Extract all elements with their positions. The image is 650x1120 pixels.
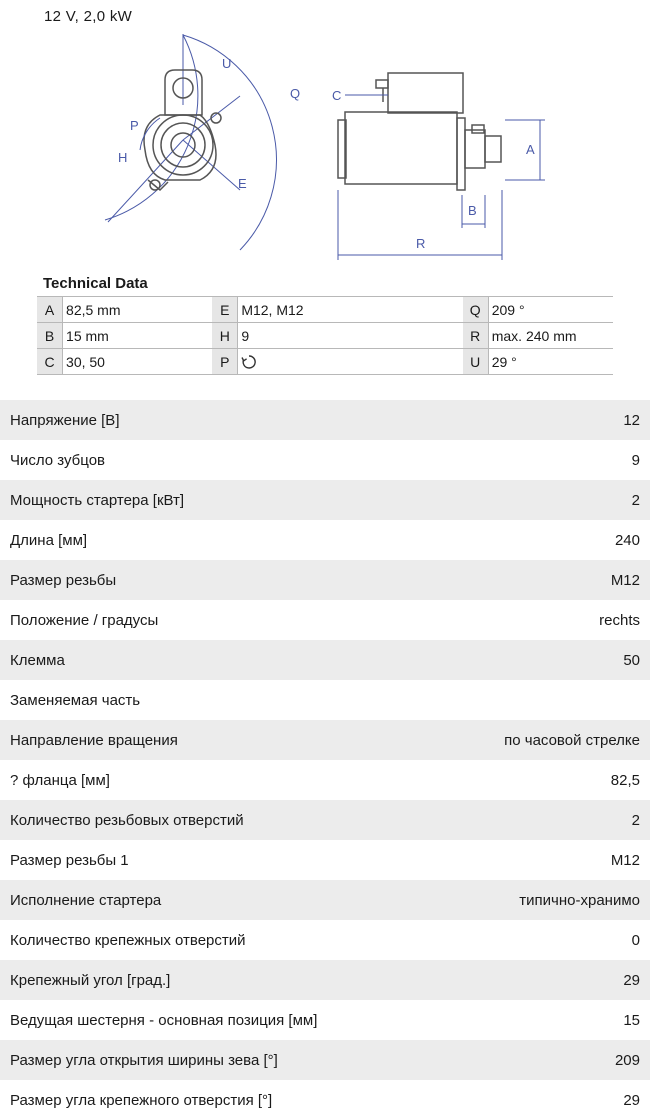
technical-data-row [37, 349, 613, 375]
tech-key: E [212, 297, 238, 323]
dim-label-e: E [238, 176, 247, 191]
spec-label: Клемма [10, 651, 65, 669]
spec-row [0, 560, 650, 600]
spec-row [0, 680, 650, 720]
spec-label: Длина [мм] [10, 531, 88, 549]
technical-data-row [37, 323, 613, 349]
spec-row [0, 720, 650, 760]
spec-row [0, 760, 650, 800]
spec-value: 29 [623, 971, 640, 989]
tech-key: U [463, 349, 489, 375]
tech-key: Q [463, 297, 489, 323]
spec-row [0, 960, 650, 1000]
dim-label-p: P [130, 118, 139, 133]
spec-label: Положение / градусы [10, 611, 159, 629]
spec-row [0, 640, 650, 680]
spec-row [0, 440, 650, 480]
spec-row [0, 600, 650, 640]
tech-key: C [37, 349, 63, 375]
spec-value: 0 [631, 931, 640, 949]
tech-value: 9 [238, 323, 463, 349]
spec-label: Мощность стартера [кВт] [10, 491, 185, 509]
tech-key: A [37, 297, 63, 323]
spec-label: Исполнение стартера [10, 891, 162, 909]
spec-value: по часовой стрелке [504, 731, 640, 749]
tech-key: R [463, 323, 489, 349]
spec-value: 9 [631, 451, 640, 469]
side-view [338, 73, 501, 190]
spec-label: Размер резьбы 1 [10, 851, 129, 869]
spec-label: Размер резьбы [10, 571, 117, 589]
spec-label: Количество резьбовых отверстий [10, 811, 244, 829]
spec-value: 2 [631, 811, 640, 829]
spec-value: 29 [623, 1091, 640, 1109]
spec-label: ? фланца [мм] [10, 771, 110, 789]
spec-value: 82,5 [610, 771, 640, 789]
dim-label-q: Q [290, 86, 301, 101]
spec-value: 240 [614, 531, 640, 549]
technical-data-row [37, 297, 613, 323]
spec-value: M12 [610, 851, 640, 869]
tech-value: 15 mm [63, 323, 213, 349]
spec-value: 50 [623, 651, 640, 669]
side-dimensions [338, 95, 545, 260]
spec-value: типично-хранимо [519, 891, 640, 909]
spec-label: Количество крепежных отверстий [10, 931, 246, 949]
spec-label: Число зубцов [10, 451, 106, 469]
product-heading: 12 V, 2,0 kW [44, 8, 133, 25]
dim-label-r: R [416, 236, 426, 251]
tech-value: M12, M12 [238, 297, 463, 323]
specifications-list [0, 400, 650, 1120]
spec-value: M12 [610, 571, 640, 589]
spec-row [0, 480, 650, 520]
starter-motor-drawing [0, 30, 650, 270]
spec-label: Крепежный угол [град.] [10, 971, 171, 989]
tech-value: max. 240 mm [488, 323, 613, 349]
tech-key: B [37, 323, 63, 349]
spec-row [0, 1040, 650, 1080]
spec-row [0, 400, 650, 440]
spec-row [0, 1080, 650, 1120]
spec-label: Заменяемая часть [10, 691, 141, 709]
spec-row [0, 1000, 650, 1040]
dim-label-a: A [526, 142, 535, 157]
spec-row [0, 880, 650, 920]
spec-row [0, 800, 650, 840]
front-view [105, 34, 276, 250]
tech-key: H [212, 323, 238, 349]
spec-label: Направление вращения [10, 731, 178, 749]
spec-row [0, 920, 650, 960]
technical-data-table [37, 296, 613, 375]
tech-value: 209 ° [488, 297, 613, 323]
dim-label-c: C [332, 88, 342, 103]
tech-key: P [212, 349, 238, 375]
spec-row [0, 840, 650, 880]
dim-label-h: H [118, 150, 128, 165]
tech-value [238, 349, 463, 375]
dim-label-b: B [468, 203, 477, 218]
tech-value: 30, 50 [63, 349, 213, 375]
spec-value: rechts [599, 611, 640, 629]
technical-data-title: Technical Data [43, 275, 148, 292]
spec-label: Напряжение [В] [10, 411, 120, 429]
spec-label: Ведущая шестерня - основная позиция [мм] [10, 1011, 318, 1029]
spec-label: Размер угла открытия ширины зева [°] [10, 1051, 278, 1069]
clockwise-rotation-icon [241, 354, 257, 370]
spec-value: 2 [631, 491, 640, 509]
spec-label: Размер угла крепежного отверстия [°] [10, 1091, 273, 1109]
spec-row [0, 520, 650, 560]
spec-value: 15 [623, 1011, 640, 1029]
tech-value: 82,5 mm [63, 297, 213, 323]
dim-label-u: U [222, 56, 232, 71]
spec-value: 209 [614, 1051, 640, 1069]
spec-value: 12 [623, 411, 640, 429]
tech-value: 29 ° [488, 349, 613, 375]
